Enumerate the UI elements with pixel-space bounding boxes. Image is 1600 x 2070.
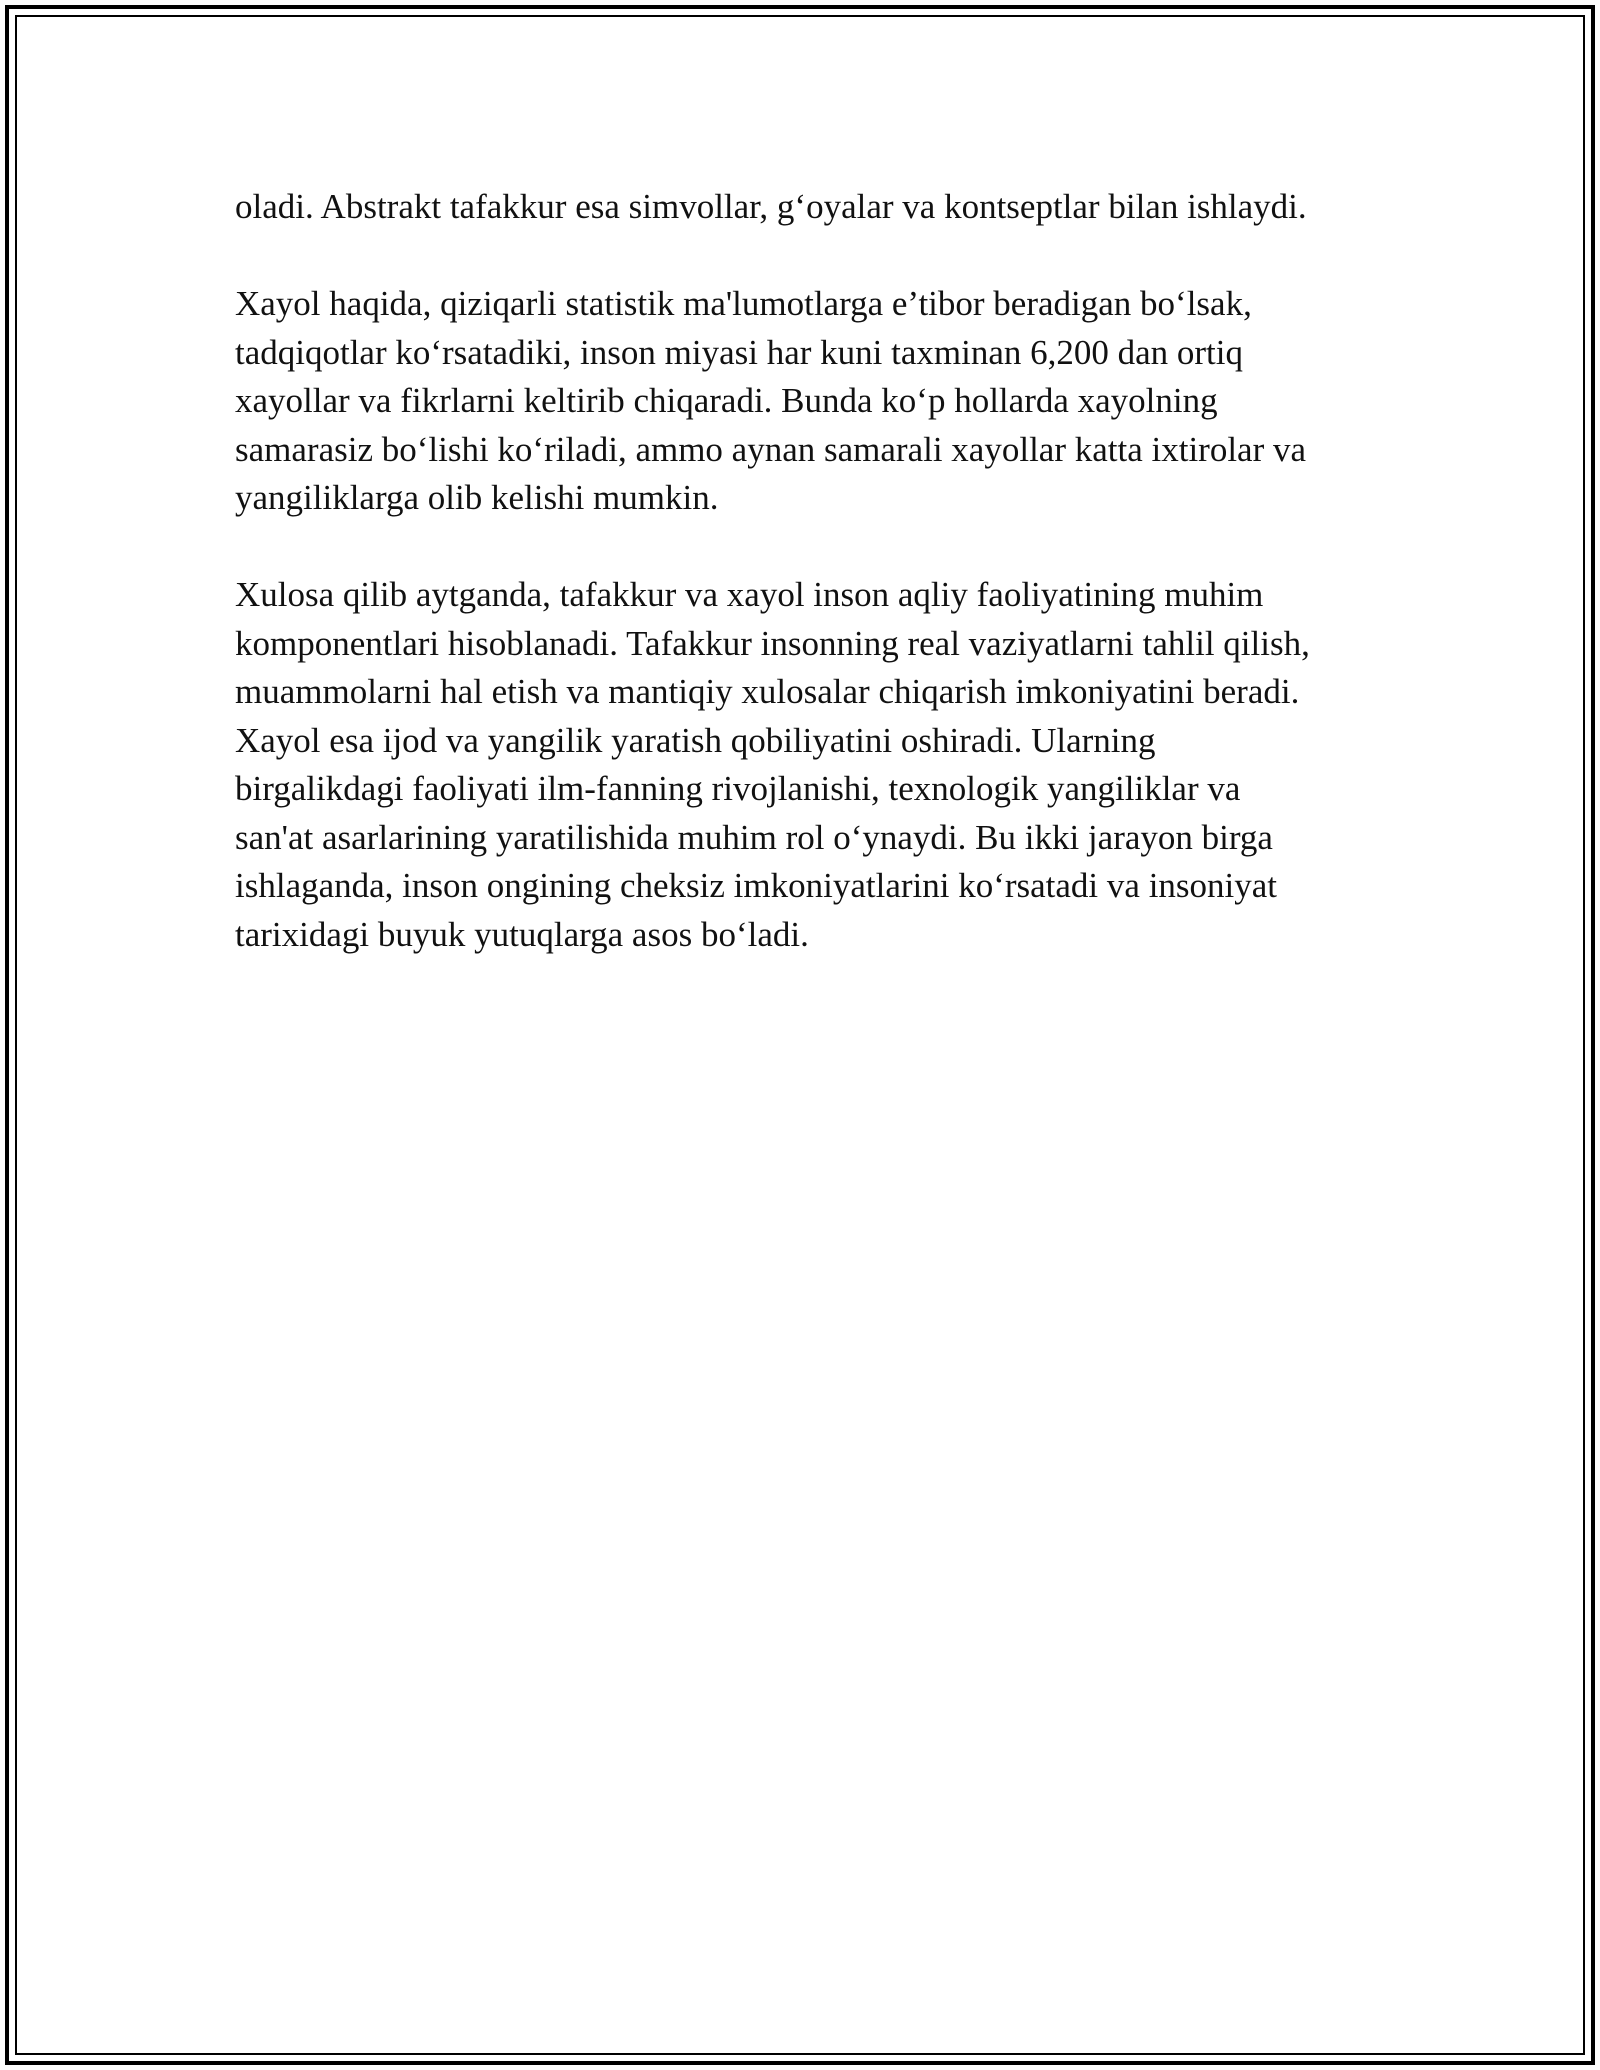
paragraph-line: samarasiz bo‘lishi ko‘riladi, ammo aynan samarali xayollar katta ixtirolar va <box>235 429 1307 469</box>
document-body <box>235 183 1385 1008</box>
paragraph-line: tadqiqotlar ko‘rsatadiki, inson miyasi har kuni taxminan 6,200 dan ortiq <box>235 332 1244 372</box>
paragraph-line: xayollar va fikrlarni keltirib chiqaradi. Bunda ko‘p hollarda xayolning <box>235 381 1218 420</box>
paragraph-line: muammolarni hal etish va mantiqiy xulosalar chiqarish imkoniyatini beradi. <box>235 672 1300 711</box>
paragraph-line: Xayol haqida, qiziqarli statistik ma'lumotlarga e’tibor beradigan bo‘lsak, <box>235 284 1252 323</box>
paragraph-3 <box>235 571 1385 959</box>
paragraph-line: birgalikdagi faoliyati ilm-fanning rivojlanishi, texnologik yangiliklar va <box>235 769 1241 808</box>
paragraph-2 <box>235 280 1385 523</box>
paragraph-line: komponentlari hisoblanadi. Tafakkur insonning real vaziyatlarni tahlil qilish, <box>235 623 1310 663</box>
paragraph-line: san'at asarlarining yaratilishida muhim rol o‘ynaydi. Bu ikki jarayon birga <box>235 817 1273 857</box>
paragraph-line: Xulosa qilib aytganda, tafakkur va xayol inson aqliy faoliyatining muhim <box>235 575 1264 614</box>
paragraph-line: oladi. Abstrakt tafakkur esa simvollar, g‘oyalar va kontseptlar bilan ishlaydi. <box>235 187 1307 226</box>
paragraph-line: ishlaganda, inson ongining cheksiz imkoniyatlarini ko‘rsatadi va insoniyat <box>235 866 1278 905</box>
paragraph-line: yangiliklarga olib kelishi mumkin. <box>235 478 719 517</box>
paragraph-1 <box>235 183 1385 232</box>
paragraph-line: tarixidagi buyuk yutuqlarga asos bo‘ladi. <box>235 914 809 954</box>
paragraph-line: Xayol esa ijod va yangilik yaratish qobiliyatini oshiradi. Ularning <box>235 720 1156 760</box>
